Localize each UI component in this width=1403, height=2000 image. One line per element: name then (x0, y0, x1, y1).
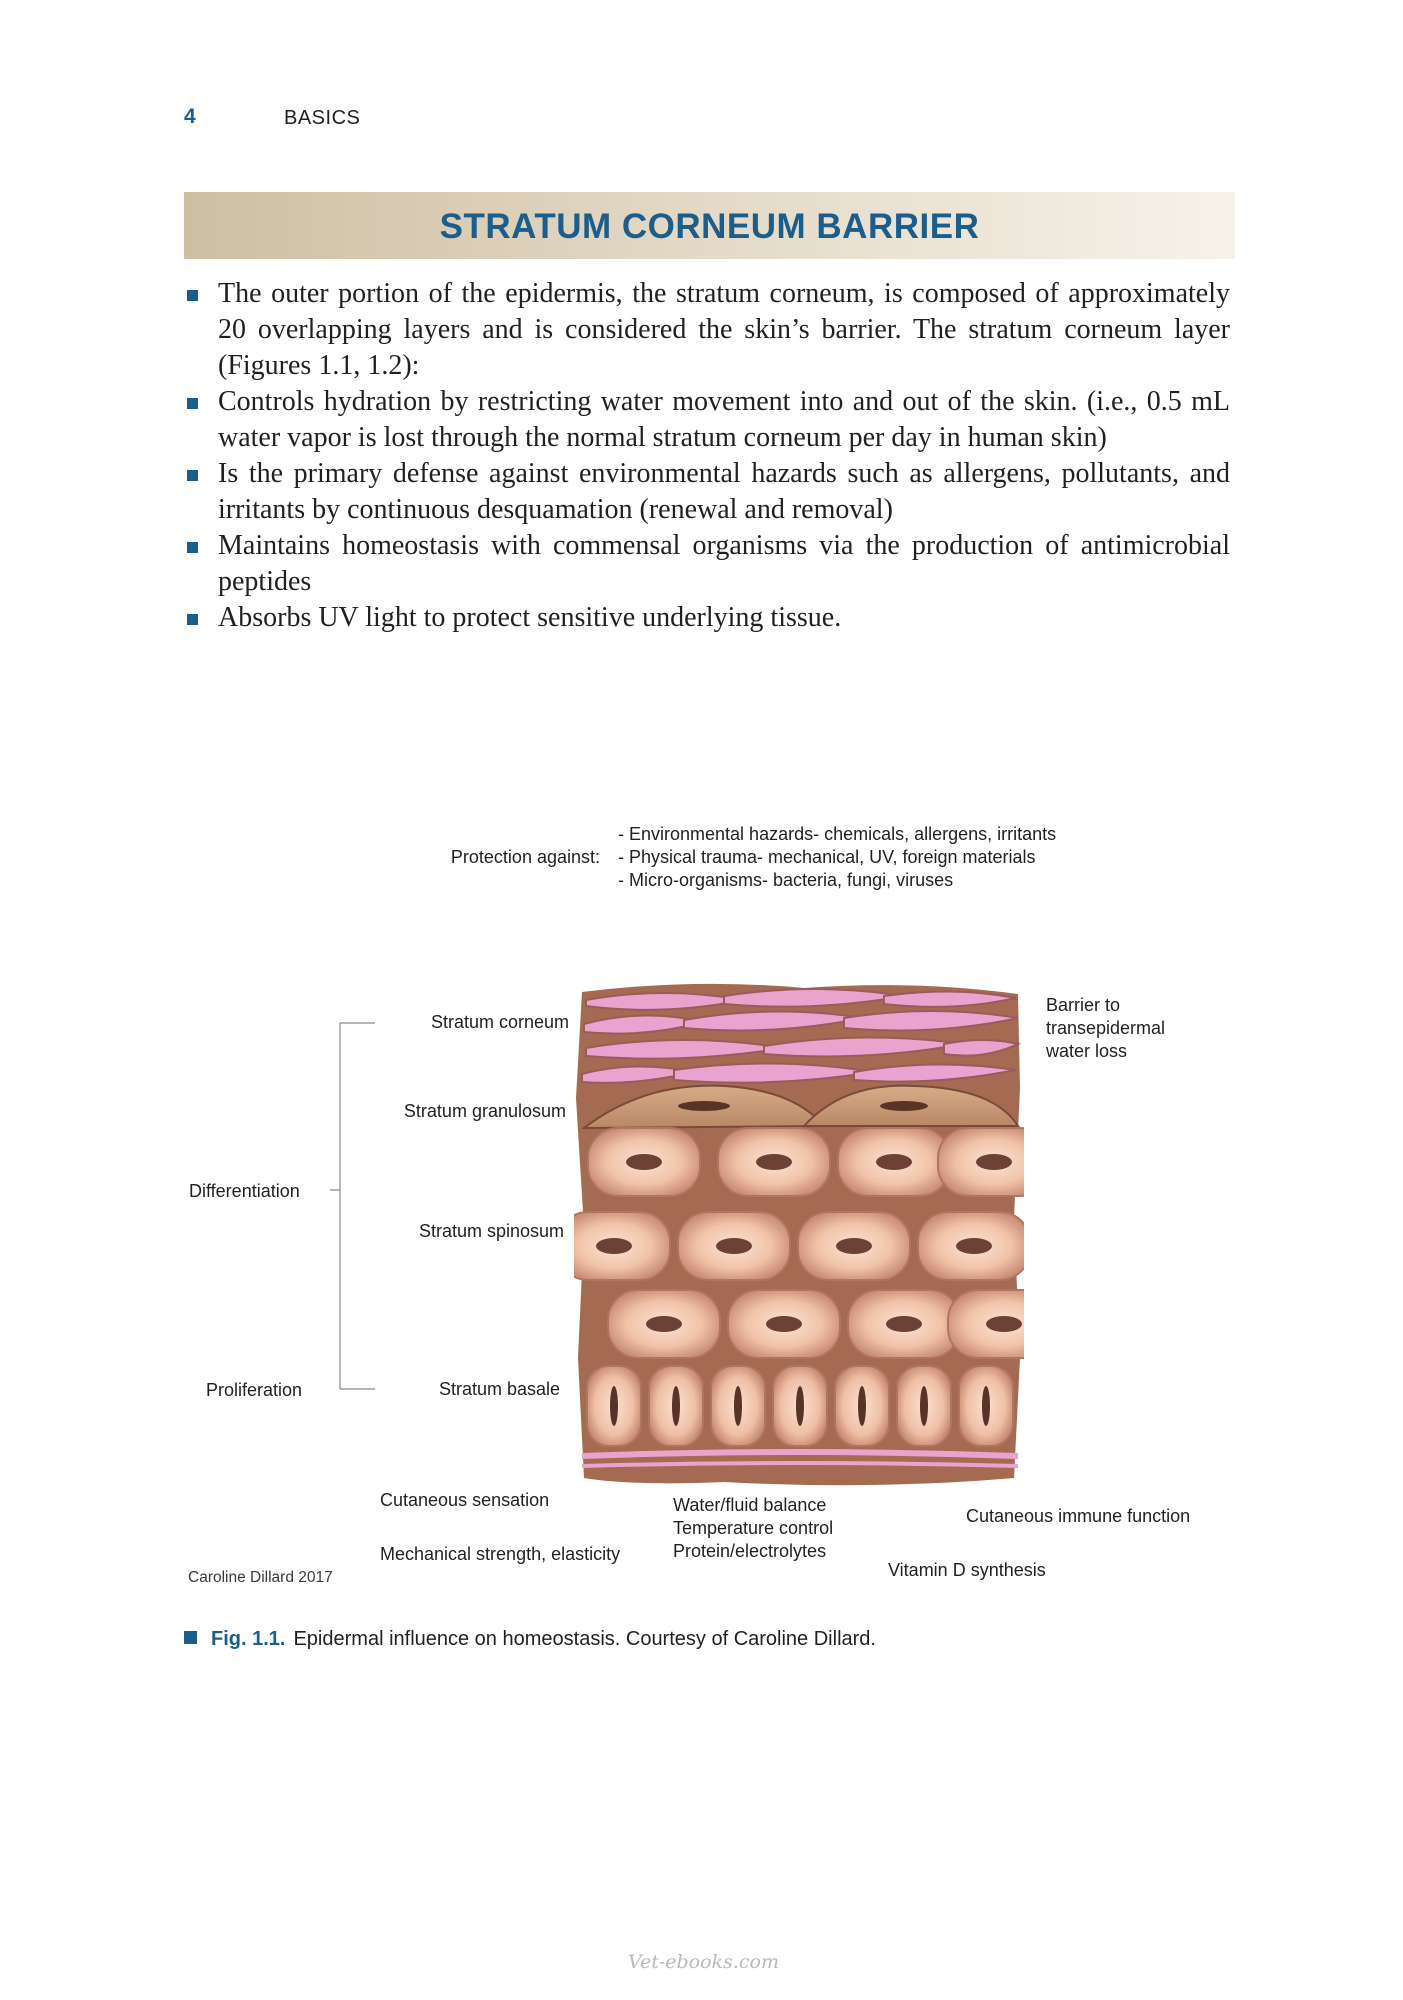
cell-nucleus (982, 1386, 990, 1426)
cell-nucleus (836, 1238, 872, 1254)
stratum-corneum-label: Stratum corneum (430, 1012, 569, 1032)
stratum-granulosum-label: Stratum granulosum (403, 1101, 566, 1121)
bullet-text: Absorbs UV light to protect sensitive underlying tissue. (218, 602, 842, 633)
barrier-label: Barrier to transepidermal water loss (1046, 995, 1166, 1061)
section-title: STRATUM CORNEUM BARRIER (439, 207, 980, 246)
cell-nucleus (756, 1154, 792, 1170)
page-number: 4 (184, 105, 196, 128)
bullet-square-icon (187, 398, 198, 409)
vitamin-d-label: Vitamin D synthesis (888, 1560, 1046, 1580)
cell-nucleus (886, 1316, 922, 1332)
section-banner (184, 192, 1235, 259)
watermark: Vet-ebooks.com (628, 1951, 779, 1973)
bullet-list (184, 276, 1230, 636)
figure-caption (184, 1628, 876, 1651)
artist-credit: Caroline Dillard 2017 (188, 1569, 333, 1586)
cutaneous-sensation-label: Cutaneous sensation (380, 1490, 550, 1510)
immune-function-label: Cutaneous immune function (966, 1506, 1191, 1526)
mechanical-strength-label: Mechanical strength, elasticity (380, 1544, 621, 1564)
cell-nucleus (672, 1386, 680, 1426)
running-head: BASICS (284, 107, 361, 129)
bullet-square-icon (187, 542, 198, 553)
bullet-item (184, 384, 1230, 456)
bullet-text: The outer portion of the epidermis, the stratum corneum, is composed of approximately 20 overlapping layers and is considered the skin’s barrier. The stratum corneum layer (Figures 1.1, 1.2): (218, 278, 1230, 381)
cell-nucleus (986, 1316, 1022, 1332)
cell-nucleus (596, 1238, 632, 1254)
stratum-spinosum-label: Stratum spinosum (418, 1221, 564, 1241)
bullet-item (184, 456, 1230, 528)
bullet-square-icon (187, 470, 198, 481)
bullet-item (184, 276, 1230, 384)
epidermis-illustration (574, 978, 1024, 1490)
bullet-text: Maintains homeostasis with commensal organisms via the production of antimicrobial peptides (218, 530, 1230, 597)
cell-nucleus (858, 1386, 866, 1426)
cell-nucleus (796, 1386, 804, 1426)
bullet-text: Controls hydration by restricting water movement into and out of the skin. (i.e., 0.5 mL water vapor is lost through the normal stratum corneum per day in human skin) (218, 386, 1230, 453)
protection-item: - Environmental hazards- chemicals, allergens, irritants (618, 824, 1057, 844)
cell-nucleus (626, 1154, 662, 1170)
cell-nucleus (766, 1316, 802, 1332)
bullet-square-icon (187, 290, 198, 301)
cell-nucleus (646, 1316, 682, 1332)
bullet-item (184, 528, 1230, 600)
caption-text: Epidermal influence on homeostasis. Courtesy of Caroline Dillard. (293, 1628, 876, 1650)
cell-nucleus (734, 1386, 742, 1426)
protection-item: - Physical trauma- mechanical, UV, foreign materials (618, 847, 1036, 867)
bullet-square-icon (187, 614, 198, 625)
cell-nucleus (920, 1386, 928, 1426)
differentiation-label: Differentiation (189, 1181, 300, 1201)
fluid-balance-label: Water/fluid balance Temperature control Protein/electrolytes (673, 1495, 834, 1561)
cell-nucleus (976, 1154, 1012, 1170)
cell-nucleus (956, 1238, 992, 1254)
figure-number: Fig. 1.1. (211, 1628, 286, 1650)
protection-item: - Micro-organisms- bacteria, fungi, viruses (618, 870, 954, 890)
caption-square-icon (184, 1631, 197, 1644)
stratum-basale-label: Stratum basale (438, 1379, 560, 1399)
protection-label: Protection against: (450, 847, 600, 867)
differentiation-bracket (330, 1010, 380, 1390)
proliferation-label: Proliferation (206, 1380, 303, 1400)
bullet-item (184, 600, 1230, 636)
bullet-text: Is the primary defense against environmental hazards such as allergens, pollutants, and irritants by continuous desquamation (renewal and removal) (218, 458, 1230, 525)
cell-nucleus (876, 1154, 912, 1170)
cell-nucleus (716, 1238, 752, 1254)
cell-nucleus (610, 1386, 618, 1426)
